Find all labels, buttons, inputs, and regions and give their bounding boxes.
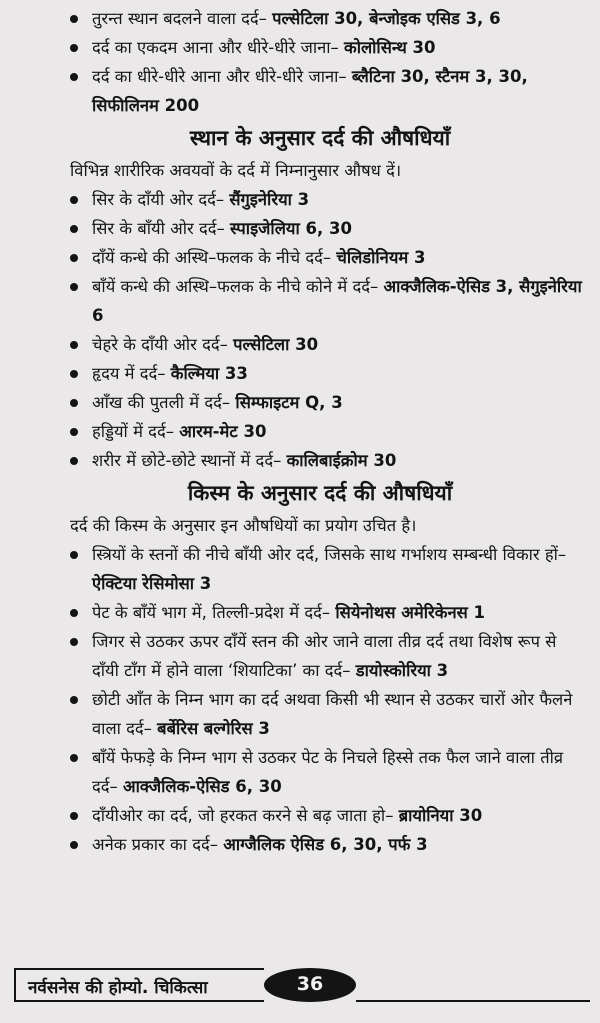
item-text: दर्द का धीरे-धीरे आना और धीरे-धीरे जाना–	[92, 67, 352, 86]
list-item	[0, 185, 600, 214]
list-item	[0, 4, 600, 33]
section-heading-place: स्थान के अनुसार दर्द की औषधियाँ	[189, 126, 451, 150]
medicine-name: बर्बेरिस बल्गेरिस 3	[157, 719, 270, 738]
footer-title-box	[14, 968, 264, 1002]
list-item	[0, 801, 600, 830]
bullet-icon	[70, 841, 78, 849]
page-content	[0, 4, 600, 859]
item-text: बाँयें कन्धे की अस्थि–फलक के नीचे कोने में दर्द–	[92, 277, 384, 296]
list-item	[0, 62, 600, 120]
place-remedy-list	[0, 185, 600, 475]
list-item	[0, 540, 600, 598]
item-text: जिगर से उठकर ऊपर दाँयें स्तन की ओर जाने वाला तीव्र दर्द तथा विशेष रूप से दाँयी टाँग में होने वाला ‘शियाटिका’ का दर्द–	[92, 632, 557, 680]
page-number-badge	[264, 968, 356, 1002]
page-number: 36	[296, 973, 324, 995]
bullet-icon	[70, 225, 78, 233]
medicine-name: कालिबाईक्रोम 30	[286, 451, 397, 470]
bullet-icon	[70, 370, 78, 378]
list-item	[0, 359, 600, 388]
bullet-icon	[70, 551, 78, 559]
medicine-name: डायोस्कोरिया 3	[355, 661, 449, 680]
medicine-name: ऐक्टिया रेसिमोसा 3	[92, 574, 212, 593]
bullet-icon	[70, 196, 78, 204]
bullet-icon	[70, 15, 78, 23]
bullet-icon	[70, 399, 78, 407]
top-remedy-list	[0, 4, 600, 120]
list-item	[0, 685, 600, 743]
list-item	[0, 243, 600, 272]
bullet-icon	[70, 283, 78, 291]
medicine-name: ब्लैटिना 30, स्टैनम 3, 30, सिफीलिनम 200	[92, 67, 528, 115]
item-text: बाँयें फेफड़े के निम्न भाग से उठकर पेट के निचले हिस्से तक फैल जाने वाला तीव्र दर्द–	[92, 748, 564, 796]
medicine-name: चेलिडोनियम 3	[336, 248, 426, 267]
medicine-name: ब्रायोनिया 30	[398, 806, 483, 825]
page-footer	[14, 968, 590, 1004]
item-text: शरीर में छोटे-छोटे स्थानों में दर्द–	[92, 451, 287, 470]
medicine-name: आरम-मेट 30	[179, 422, 267, 441]
item-text: चेहरे के दाँयी ओर दर्द–	[92, 335, 234, 354]
item-text: हृदय में दर्द–	[92, 364, 171, 383]
list-item	[0, 330, 600, 359]
item-text: दाँयें कन्धे की अस्थि–फलक के नीचे दर्द–	[92, 248, 337, 267]
list-item	[0, 388, 600, 417]
item-text: छोटी आँत के निम्न भाग का दर्द अथवा किसी भी स्थान से उठकर चारों ओर फैलने वाला दर्द–	[92, 690, 573, 738]
bullet-icon	[70, 44, 78, 52]
medicine-name: आग्जैलिक ऐसिड 6, 30, पर्फ 3	[223, 835, 428, 854]
item-text: तुरन्त स्थान बदलने वाला दर्द–	[92, 9, 273, 28]
footer-rule	[356, 1000, 590, 1002]
bullet-icon	[70, 457, 78, 465]
item-text: पेट के बाँयें भाग में, तिल्ली-प्रदेश में दर्द–	[92, 603, 336, 622]
item-text: अनेक प्रकार का दर्द–	[92, 835, 224, 854]
bullet-icon	[70, 341, 78, 349]
medicine-name: सियेनोथस अमेरिकेनस 1	[335, 603, 485, 622]
item-text: आँख की पुतली में दर्द–	[92, 393, 236, 412]
medicine-name: आक्जैलिक-ऐसिड 6, 30	[123, 777, 282, 796]
medicine-name: सैंगुइनेरिया 3	[229, 190, 310, 209]
bullet-icon	[70, 754, 78, 762]
medicine-name: सिम्फाइटम Q, 3	[235, 393, 343, 412]
list-item	[0, 33, 600, 62]
item-text: सिर के दाँयी ओर दर्द–	[92, 190, 230, 209]
bullet-icon	[70, 812, 78, 820]
medicine-name: स्पाइजेलिया 6, 30	[230, 219, 352, 238]
section-heading-type: किस्म के अनुसार दर्द की औषधियाँ	[187, 481, 453, 505]
item-text: हड्डियों में दर्द–	[92, 422, 180, 441]
item-text: दाँयीओर का दर्द, जो हरकत करने से बढ़ जाता हो–	[92, 806, 399, 825]
item-text: स्त्रियों के स्तनों की नीचे बाँयी ओर दर्द, जिसके साथ गर्भाशय सम्बन्धी विकार हों–	[92, 545, 567, 564]
bullet-icon	[70, 428, 78, 436]
bullet-icon	[70, 73, 78, 81]
list-item	[0, 272, 600, 330]
bullet-icon	[70, 609, 78, 617]
list-item	[0, 446, 600, 475]
list-item	[0, 743, 600, 801]
bullet-icon	[70, 638, 78, 646]
medicine-name: पल्सेटिला 30, बेन्जोइक एसिड 3, 6	[272, 9, 501, 28]
bullet-icon	[70, 696, 78, 704]
item-text: सिर के बाँयी ओर दर्द–	[92, 219, 231, 238]
medicine-name: पल्सेटिला 30	[233, 335, 319, 354]
bullet-icon	[70, 254, 78, 262]
medicine-name: कैल्मिया 33	[170, 364, 248, 383]
type-remedy-list	[0, 540, 600, 859]
list-item	[0, 598, 600, 627]
section-intro-type: दर्द की किस्म के अनुसार इन औषधियों का प्रयोग उचित है।	[70, 516, 417, 535]
book-title: नर्वसनेस की होम्यो. चिकित्सा	[28, 978, 208, 998]
medicine-name: कोलोसिन्थ 30	[344, 38, 436, 57]
list-item	[0, 830, 600, 859]
list-item	[0, 417, 600, 446]
section-intro-place: विभिन्न शारीरिक अवयवों के दर्द में निम्नानुसार औषध दें।	[70, 161, 402, 180]
list-item	[0, 627, 600, 685]
medicine-name: आक्जैलिक-ऐसिड 3, सैगुइनेरिया 6	[92, 277, 582, 325]
list-item	[0, 214, 600, 243]
item-text: दर्द का एकदम आना और धीरे-धीरे जाना–	[92, 38, 345, 57]
